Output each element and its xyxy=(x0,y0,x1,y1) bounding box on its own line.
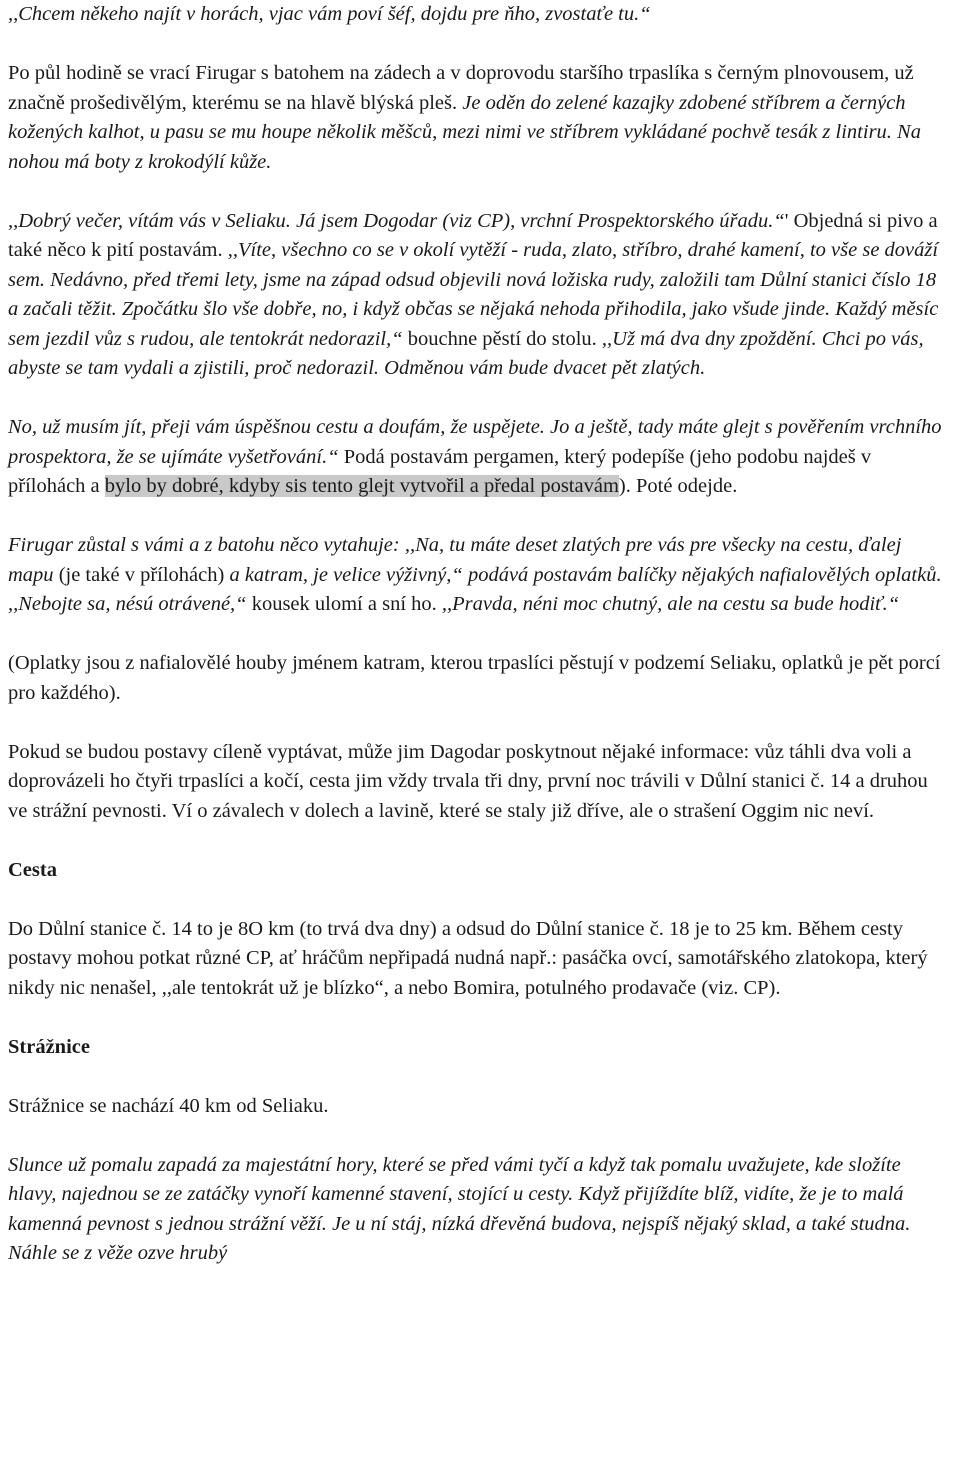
paragraph-glejt xyxy=(8,413,950,502)
paragraph-dogodar-arrival xyxy=(8,59,950,177)
text-span-italic: ,,Víte, všechno co se v okolí vytěží - ruda, zlato, stříbro, drahé kamení, to vše se dováží sem. Nedávno, před třemi lety, jsme na západ odsud objevili nová ložiska rudy, založili tam Důlní stanici číslo 18 a začali těžit. Zpočátku šlo vše dobře, no, i když občas se nějaká nehoda přihodila, jako všude jinde. Každý měsíc sem jezdil vůz s rudou, ale tentokrát nedorazil,“ xyxy=(8,239,939,350)
selected-text[interactable]: bylo xyxy=(104,475,142,497)
text-span: (je také v přílohách) xyxy=(53,563,230,586)
text-span-italic: ,,Dobrý večer, vítám vás v Seliaku. Já jsem Dogodar (viz CP), vrchní Prospektorského úřadu.“ xyxy=(8,209,785,232)
text-span: ). Poté odejde. xyxy=(618,475,738,497)
text-span-italic: No, už musím jít, přeji vám úspěšnou cestu a doufám, že uspějete. Jo a ještě, tady máte glejt s pověřením vrchního prospektora, že se ujímáte vyšetřování.“ xyxy=(8,416,942,468)
text-span: kousek ulomí a sní ho. xyxy=(246,593,442,615)
text-span: Po půl hodině se vrací Firugar s batohem na zádech a v doprovodu staršího trpaslíka s černým plnovousem, už značně prošedivělým, kterému se na hlavě blýská pleš. xyxy=(8,62,914,114)
heading-straznice: Strážnice xyxy=(8,1035,90,1058)
paragraph-firugar-gifts xyxy=(8,531,950,620)
text-span: Podá postavám pergamen, který podepíše (jeho podobu najdeš v přílohách a xyxy=(8,445,872,497)
paragraph-straznice-description: Slunce už pomalu zapadá za majestátní hory, které se před vámi tyčí a když tak pomalu uvažujete, kde složíte hlavy, najednou se ze zatáčky vynoří kamenné stavení, stojící u cesty. Když přijíždíte blíž, vidíte, že je to malá kamenná pevnost s jednou strážní věží. Je u ní stáj, nízká dřevěná budova, nejspíš nějaký sklad, a také studna. Náhle se z věže ozve hrubý xyxy=(8,1153,911,1264)
text-span-italic: Je oděn do zelené kazajky zdobené stříbrem a černých kožených kalhot, u pasu se mu houpe několik měšců, mezi nimi ve stříbrem vykládané pochvě tesák z lintiru. Na nohou má boty z krokodýlí kůže. xyxy=(8,91,921,173)
text-span-italic: Firugar zůstal s vámi a z batohu něco vytahuje: ,,Na, tu máte deset zlatých pre vás pre všecky na cestu, ďalej mapu xyxy=(8,534,902,586)
text-span-italic: a katram, je velice výživný,“ podává postavám balíčky nějakých nafialovělých oplatků. ,,Nebojte sa, nésú otrávené,“ xyxy=(8,563,942,615)
text-span: ' Objedná si pivo a také něco k pití postavám. xyxy=(8,209,938,261)
paragraph-information: Pokud se budou postavy cíleně vyptávat, může jim Dagodar poskytnout nějaké informace: vůz táhli dva voli a doprovázeli ho čtyři trpaslíci a kočí, cesta jim vždy trvala tři dny, první noc trávili v Důlní stanici č. 14 a druhou ve strážní pevnosti. Ví o závalech v dolech a lavině, které se staly již dříve, ale o strašení Oggim nic neví. xyxy=(8,740,928,822)
text-span: bouchne pěstí do stolu. xyxy=(402,327,602,350)
text-span-italic: ,,Už má dva dny zpoždění. Chci po vás, abyste se tam vydali a zjistili, proč nedorazil. Odměnou vám bude dvacet pět zlatých. xyxy=(8,327,924,379)
paragraph-dogodar-speech xyxy=(8,207,950,384)
paragraph-straznice-distance: Strážnice se nachází 40 km od Seliaku. xyxy=(8,1094,329,1117)
paragraph-firugar-intro: ,,Chcem někeho najít v horách, vjac vám poví šéf, dojdu pre ňho, zvostaťe tu.“ xyxy=(8,3,651,25)
paragraph-cesta: Do Důlní stanice č. 14 to je 8O km (to trvá dva dny) a odsud do Důlní stanice č. 18 je to 25 km. Během cesty postavy mohou potkat různé CP, ať hráčům nepřipadá nudná např.: pasáčka ovcí, samotářského zlatokopa, který nikdy nic nenašel, ,,ale tentokrát už je blízko“, a nebo Bomira, potulného prodavače (viz. CP). xyxy=(8,917,928,999)
paragraph-oplatky-note: (Oplatky jsou z nafialovělé houby jménem katram, kterou trpaslíci pěstují v podzemí Seliaku, oplatků je pět porcí pro každého). xyxy=(8,652,941,704)
selected-text[interactable]: by dobré, kdyby sis tento glejt vytvořil a předal postavám xyxy=(141,475,619,497)
text-span-italic: ,,Pravda, néni moc chutný, ale na cestu sa bude hodiť.“ xyxy=(441,593,900,615)
heading-cesta: Cesta xyxy=(8,858,57,881)
